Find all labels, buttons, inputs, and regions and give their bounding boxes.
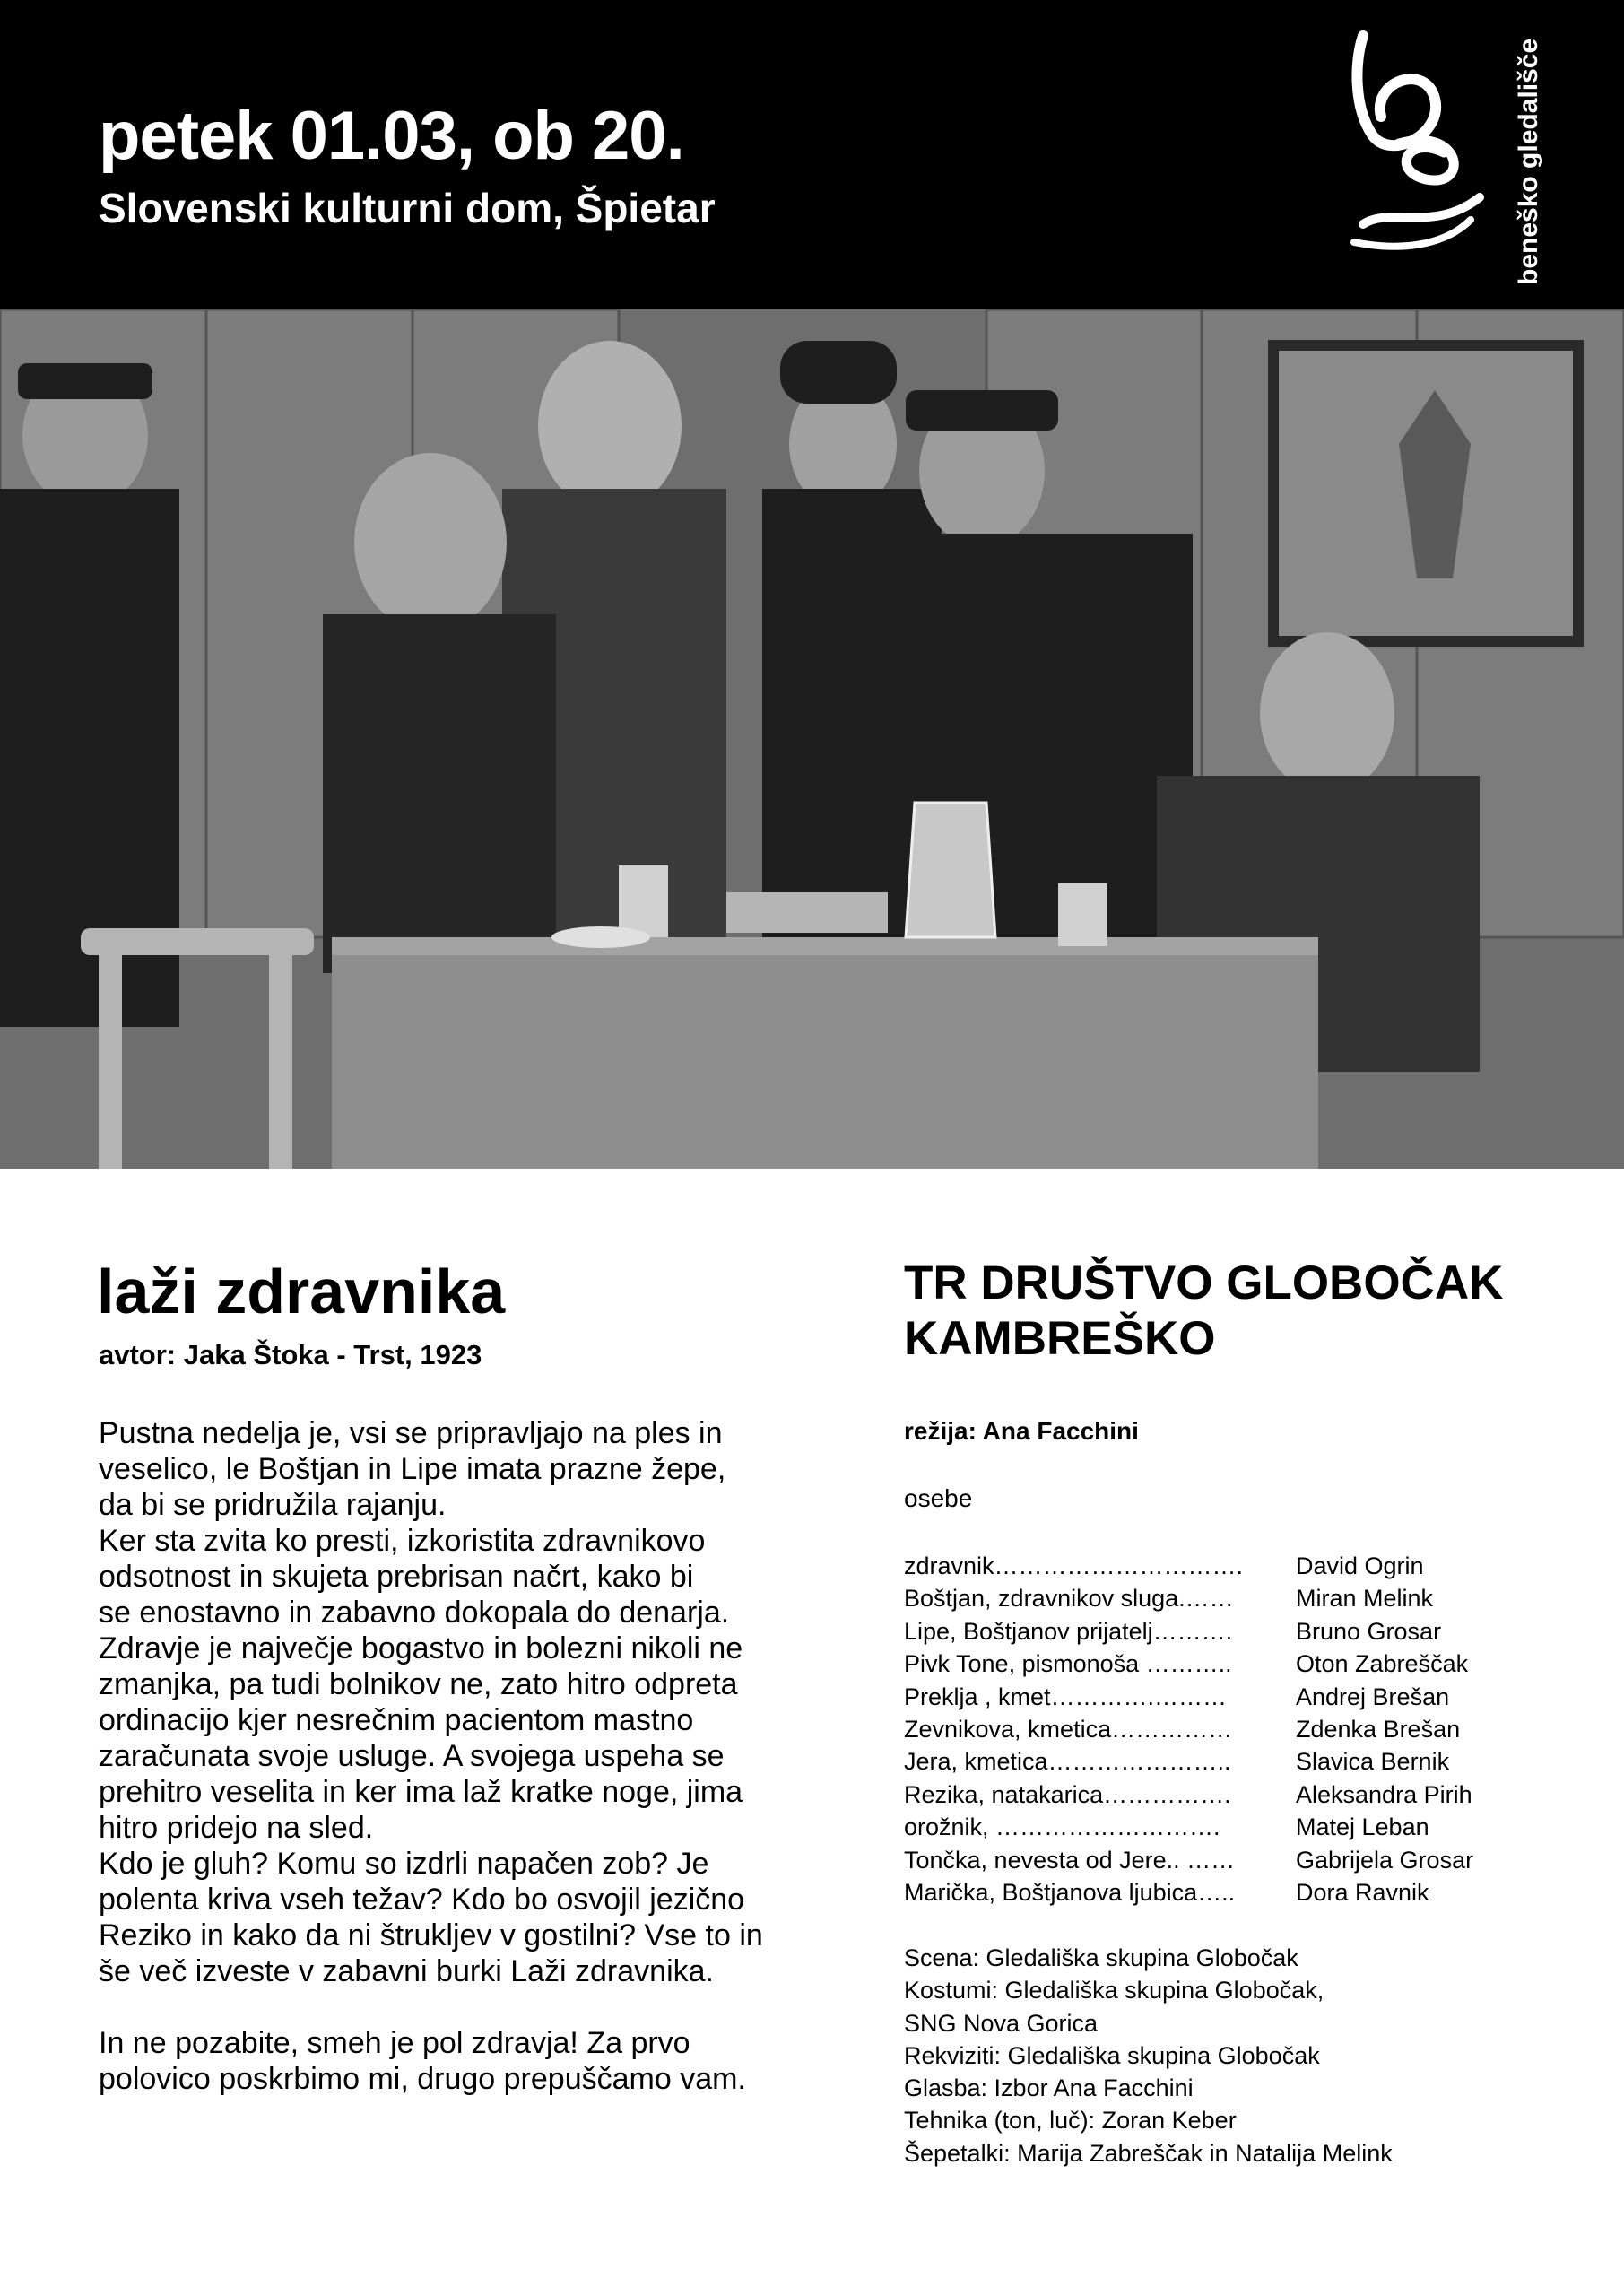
- theatre-logo-text: beneško gledališče: [1514, 38, 1543, 285]
- cast-row: [904, 1681, 1585, 1713]
- event-venue: Slovenski kulturni dom, Špietar: [99, 185, 716, 231]
- synopsis-line: še več izveste v zabavni burki Laži zdravnika.: [99, 1954, 714, 1988]
- cast-list: [904, 1550, 1585, 1909]
- cast-role: Boštjan, zdravnikov sluga.……: [904, 1585, 1234, 1613]
- cast-role: zdravnik………………………….: [904, 1552, 1244, 1579]
- cast-role: Pivk Tone, pismonoša ………..: [904, 1650, 1232, 1678]
- company-name-line: TR DRUŠTVO GLOBOČAK: [904, 1257, 1504, 1309]
- closing-line: polovico poskrbimo mi, drugo prepuščamo vam.: [99, 2062, 746, 2096]
- play-author: avtor: Jaka Štoka - Trst, 1923: [99, 1339, 482, 1370]
- paragraph-gap: [99, 1989, 834, 2025]
- production-credits: [904, 1942, 1603, 2170]
- synopsis-line: hitro pridejo na sled.: [99, 1811, 374, 1845]
- cast-actor: Andrej Brešan: [1296, 1683, 1450, 1710]
- cast-row: [904, 1615, 1585, 1648]
- credit-line: Šepetalki: Marija Zabreščak in Natalija Melink: [904, 2139, 1393, 2167]
- synopsis-line: zmanjka, pa tudi bolnikov ne, zato hitro odpreta: [99, 1667, 738, 1701]
- cast-role: Preklja , kmet………….………: [904, 1683, 1228, 1710]
- director-credit: režija: Ana Facchini: [904, 1417, 1139, 1445]
- cast-actor: Zdenka Brešan: [1296, 1715, 1461, 1743]
- cast-role: Lipe, Boštjanov prijatelj……….: [904, 1617, 1233, 1645]
- cast-actor: Bruno Grosar: [1296, 1617, 1442, 1645]
- synopsis-line: polenta kriva vseh težav? Kdo bo osvojil jezično: [99, 1883, 745, 1917]
- cast-heading: osebe: [904, 1484, 973, 1512]
- cast-row: [904, 1550, 1585, 1582]
- cast-row: [904, 1745, 1585, 1778]
- credit-line: Kostumi: Gledališka skupina Globočak,: [904, 1977, 1324, 2005]
- cast-row: [904, 1844, 1585, 1876]
- synopsis-line: se enostavno in zabavno dokopala do denarja.: [99, 1596, 730, 1630]
- cast-actor: Gabrijela Grosar: [1296, 1846, 1474, 1874]
- synopsis-line: zaračunata svoje usluge. A svojega uspeha se: [99, 1739, 725, 1773]
- credit-line: Tehnika (ton, luč): Zoran Keber: [904, 2107, 1237, 2135]
- cast-actor: Oton Zabreščak: [1296, 1650, 1469, 1678]
- cast-actor: Matej Leban: [1296, 1813, 1429, 1841]
- synopsis-line: Ker sta zvita ko presti, izkoristita zdravnikovo: [99, 1524, 706, 1558]
- synopsis-line: prehitro veselita in ker ima laž kratke noge, jima: [99, 1775, 743, 1809]
- cast-actor: Miran Melink: [1296, 1585, 1434, 1613]
- synopsis-line: Zdravje je največje bogastvo in bolezni nikoli ne: [99, 1631, 743, 1665]
- cast-role: Tončka, nevesta od Jere.. ……: [904, 1846, 1236, 1874]
- credit-line: Scena: Gledališka skupina Globočak: [904, 1944, 1298, 1971]
- header-band: [0, 0, 1624, 309]
- synopsis-line: veselico, le Boštjan in Lipe imata prazne žepe,: [99, 1452, 726, 1486]
- cast-row: [904, 1713, 1585, 1745]
- closing-line: In ne pozabite, smeh je pol zdravja! Za prvo: [99, 2026, 690, 2060]
- theatre-logo-icon: [1336, 27, 1498, 260]
- credit-line: Rekviziti: Gledališka skupina Globočak: [904, 2041, 1320, 2069]
- synopsis-line: da bi se pridružila rajanju.: [99, 1488, 447, 1522]
- cast-row: [904, 1811, 1585, 1843]
- synopsis-line: Pustna nedelja je, vsi se pripravljajo na ples in: [99, 1416, 723, 1450]
- synopsis: [99, 1415, 834, 2097]
- cast-row: [904, 1779, 1585, 1811]
- synopsis-line: Reziko in kako da ni štrukljev v gostilni? Vse to in: [99, 1918, 763, 1952]
- cast-role: Rezika, natakarica…………….: [904, 1780, 1231, 1808]
- stage-photo-icon: [0, 309, 1624, 1169]
- cast-actor: Dora Ravnik: [1296, 1878, 1429, 1906]
- play-title: laži zdravnika: [97, 1257, 506, 1326]
- synopsis-line: ordinacijo kjer nesrečnim pacientom mastno: [99, 1703, 694, 1737]
- company-name-line: KAMBREŠKO: [904, 1312, 1216, 1365]
- stage-photo: [0, 309, 1624, 1169]
- cast-role: Zevnikova, kmetica……………: [904, 1715, 1233, 1743]
- event-date: petek 01.03, ob 20.: [99, 98, 684, 174]
- synopsis-line: Kdo je gluh? Komu so izdrli napačen zob? Je: [99, 1847, 709, 1881]
- credit-line: SNG Nova Gorica: [904, 2009, 1099, 2037]
- company-name: [904, 1256, 1503, 1367]
- synopsis-line: odsotnost in skujeta prebrisan načrt, kako bi: [99, 1560, 694, 1594]
- cast-row: [904, 1582, 1585, 1614]
- cast-actor: Slavica Bernik: [1296, 1748, 1450, 1776]
- cast-role: orožnik, ……………………….: [904, 1813, 1220, 1841]
- cast-actor: Aleksandra Pirih: [1296, 1780, 1472, 1808]
- cast-actor: David Ogrin: [1296, 1552, 1424, 1579]
- cast-row: [904, 1876, 1585, 1909]
- cast-row: [904, 1648, 1585, 1680]
- cast-role: Jera, kmetica…………………..: [904, 1748, 1231, 1776]
- credit-line: Glasba: Izbor Ana Facchini: [904, 2074, 1194, 2102]
- cast-role: Marička, Boštjanova ljubica…..: [904, 1878, 1236, 1906]
